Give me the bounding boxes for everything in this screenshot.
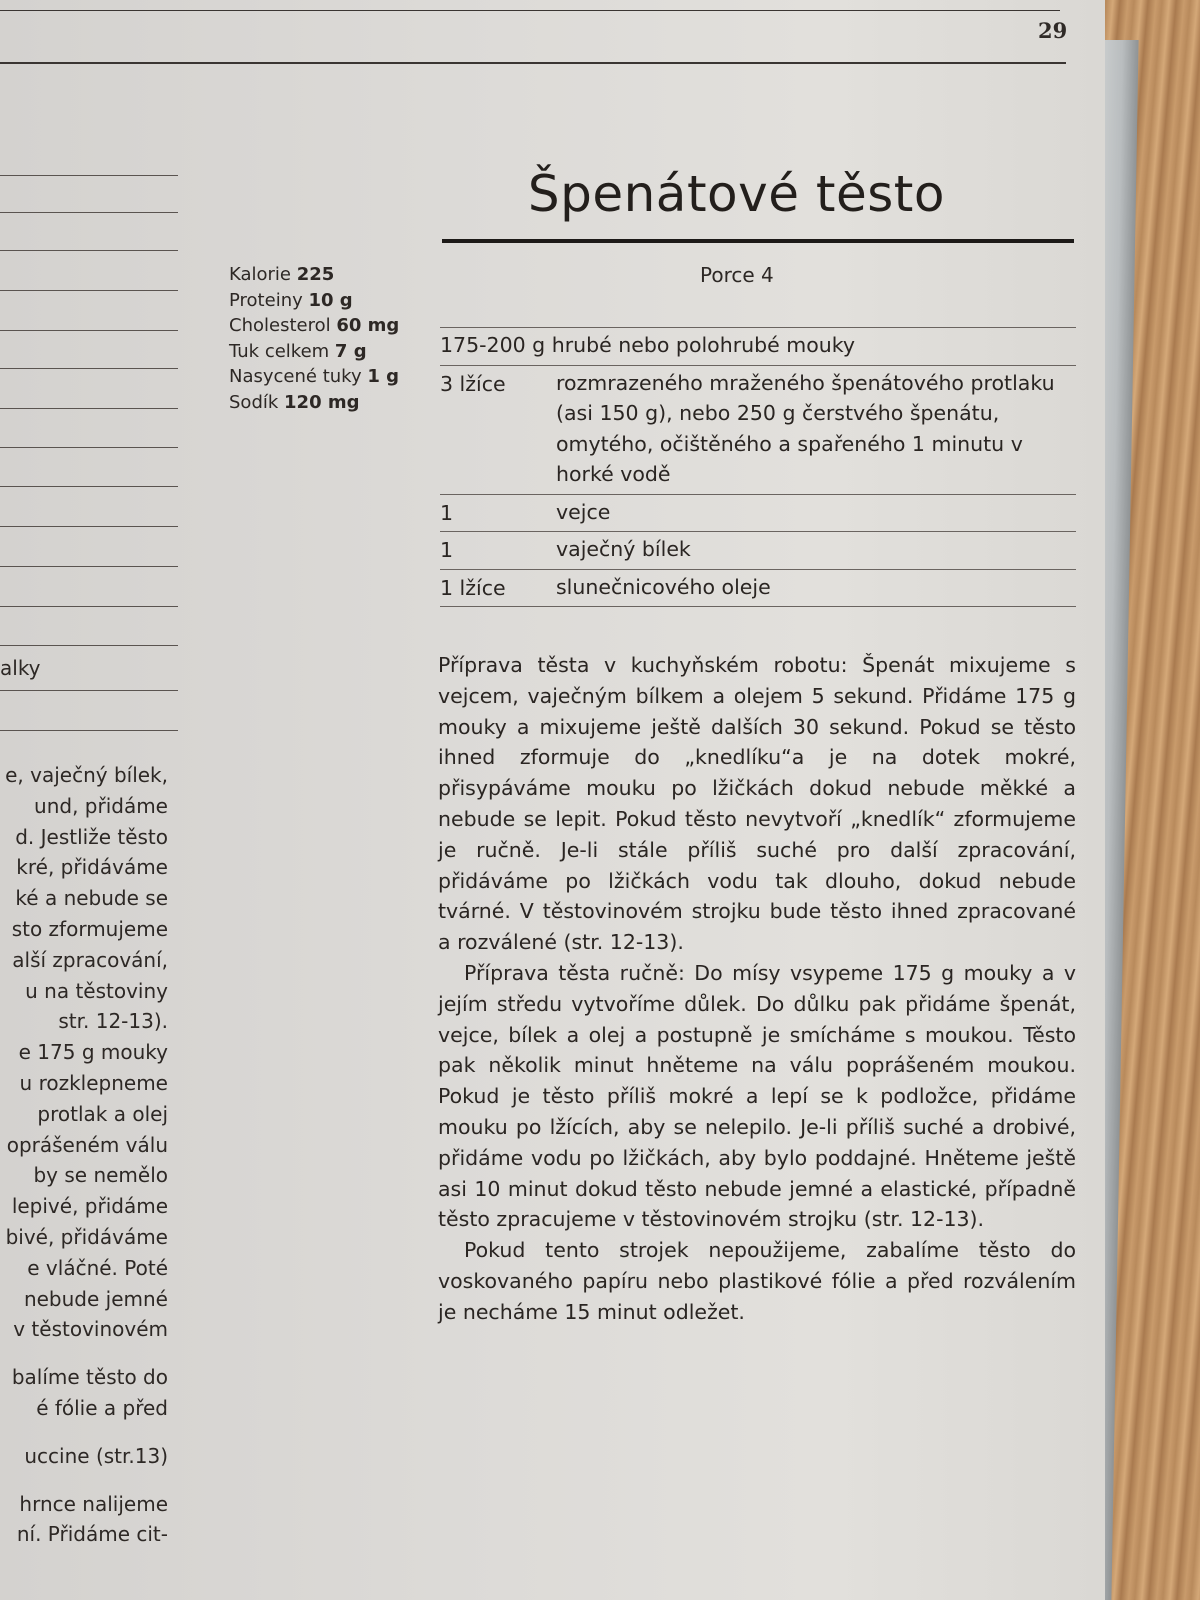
left-text-line: ké a nebude se xyxy=(15,886,168,911)
ingredient-desc: slunečnicového oleje xyxy=(556,574,771,599)
nutrition-label: Nasycené tuky xyxy=(229,366,362,388)
left-text-line: sto zformujeme xyxy=(11,916,168,941)
ingredient-full: 175-200 g hrubé nebo polohrubé mouky xyxy=(440,333,856,357)
left-text-gap xyxy=(0,1424,168,1441)
nutrition-row xyxy=(229,313,399,339)
left-text-line: protlak a olej xyxy=(37,1101,168,1126)
nutrition-label: Tuk celkem xyxy=(229,340,330,362)
note-line xyxy=(0,408,178,409)
page-number: 29 xyxy=(1038,18,1068,43)
nutrition-label: Cholesterol xyxy=(229,315,331,337)
ingredient-row xyxy=(440,494,1076,532)
method-paragraph: Příprava těsta ručně: Do mísy vsypeme 175 g mouky a v jejím středu vytvoříme důlek. Do důlku pak přidáme špenát, vejce, bílek a olej a postupně je smícháme s moukou. Těsto pak několik minut hněteme na válu poprášeném moukou. Pokud je těsto příliš mokré a lepí se k podložce, přidáme mouku po lžících, aby se nelepilo. Je-li příliš suché a drobivé, přidáme vodu po lžičkách, aby bylo poddajné. Hněteme ještě asi 10 minut dokud těsto nebude jemné a elastické, případně těsto zpracujeme v těstovinovém strojku (str. 12-13). xyxy=(438,960,1076,1232)
note-line xyxy=(0,330,178,331)
note-line xyxy=(0,606,178,607)
left-text-line: oprášeném válu xyxy=(6,1132,168,1157)
note-line xyxy=(0,290,178,291)
nutrition-value: 7 g xyxy=(334,340,367,362)
note-line xyxy=(0,250,178,251)
nutrition-value: 225 xyxy=(296,264,335,285)
ingredient-desc: vejce xyxy=(556,499,611,524)
nutrition-row xyxy=(229,262,399,288)
ingredient-qty: 1 xyxy=(440,500,454,525)
left-text-line: lepivé, přidáme xyxy=(11,1194,168,1219)
ingredient-row xyxy=(440,531,1076,569)
top-rule-upper xyxy=(0,10,1060,11)
title-underline xyxy=(442,239,1074,243)
ingredient-qty: 1 xyxy=(440,538,454,562)
left-text-gap xyxy=(0,1472,168,1489)
ingredient-row xyxy=(440,327,1076,365)
note-line xyxy=(0,566,178,567)
servings: Porce 4 xyxy=(700,263,774,287)
method-text xyxy=(438,650,1076,1328)
ingredient-qty: 3 lžíce xyxy=(440,371,506,396)
left-text-line: str. 12-13). xyxy=(58,1009,168,1034)
left-text-line: bivé, přidáváme xyxy=(5,1224,168,1249)
left-text-line: é fólie a před xyxy=(36,1395,168,1420)
nutrition-value: 60 mg xyxy=(336,315,400,337)
nutrition-label: Sodík xyxy=(229,391,279,413)
left-text-line: alší zpracování, xyxy=(12,947,168,972)
note-line xyxy=(0,447,178,448)
left-text-line: e, vaječný bílek, xyxy=(5,763,168,787)
left-text-line: v těstovinovém xyxy=(13,1317,168,1342)
note-line xyxy=(0,526,178,527)
ingredient-qty: 1 lžíce xyxy=(440,575,506,600)
left-text-line: balíme těsto do xyxy=(11,1365,168,1390)
note-line xyxy=(0,690,178,691)
ingredient-row xyxy=(440,365,1076,494)
left-text-line: und, přidáme xyxy=(34,793,168,818)
nutrition-value: 10 g xyxy=(308,289,353,311)
left-text-line: d. Jestliže těsto xyxy=(15,824,168,849)
left-text-line: e vláčné. Poté xyxy=(27,1255,168,1280)
note-line xyxy=(0,730,178,731)
left-text-line: u na těstoviny xyxy=(25,978,168,1003)
left-text-line: kré, přidáváme xyxy=(16,855,168,880)
nutrition-label: Kalorie xyxy=(229,264,292,285)
recipe-title: Špenátové těsto xyxy=(527,165,945,223)
left-text-line: e 175 g mouky xyxy=(18,1040,168,1065)
nutrition-facts xyxy=(229,262,399,416)
ingredient-desc: vaječný bílek xyxy=(556,537,691,561)
nutrition-row xyxy=(229,364,399,390)
note-line xyxy=(0,645,178,646)
left-text-line: uccine (str.13) xyxy=(24,1443,168,1468)
ingredients-table xyxy=(440,327,1076,607)
left-text-line: nebude jemné xyxy=(23,1286,168,1311)
nutrition-value: 1 g xyxy=(367,366,400,388)
left-text-line: u rozklepneme xyxy=(19,1070,168,1095)
left-column-text xyxy=(0,760,168,1550)
method-paragraph: Pokud tento strojek nepoužijeme, zabalíme těsto do voskovaného papíru nebo plastikové fólie a před rozválením je necháme 15 minut odležet. xyxy=(438,1238,1076,1324)
ingredient-desc: rozmrazeného mraženého špenátového protlaku (asi 150 g), nebo 250 g čerstvého špenátu, omytého, očištěného a spařeného 1 minutu v horké vodě xyxy=(556,370,1055,486)
left-text-line: by se nemělo xyxy=(33,1163,168,1188)
note-line xyxy=(0,175,178,176)
nutrition-row xyxy=(229,390,399,416)
nutrition-row xyxy=(229,288,399,314)
left-text-gap xyxy=(0,1345,168,1362)
ingredient-row xyxy=(440,569,1076,608)
left-text-line: ní. Přidáme cit- xyxy=(16,1522,168,1547)
note-line xyxy=(0,368,178,369)
note-line xyxy=(0,486,178,487)
top-rule-lower xyxy=(0,62,1066,64)
nutrition-row xyxy=(229,339,399,365)
nutrition-value: 120 mg xyxy=(284,391,360,413)
left-fragment-alky: alky xyxy=(0,656,41,680)
method-paragraph: Příprava těsta v kuchyňském robotu: Špenát mixujeme s vejcem, vaječným bílkem a olejem 5 sekund. Přidáme 175 g mouky a mixujeme ještě dalších 30 sekund. Pokud se těsto ihned zformuje do „knedlíku“a je na dotek mokré, přisypáváme mouku po lžičkách dokud nebude měkké a nebude se lepit. Pokud těsto nevytvoří „knedlík“ zformujeme je ručně. Je-li stále příliš suché pro další zpracování, přidáváme po lžičkách vodu tak dlouho, dokud nebude tvárné. V těstovinovém strojku bude těsto ihned zpracované a rozválené (str. 12-13). xyxy=(438,653,1076,955)
note-line xyxy=(0,212,178,213)
nutrition-label: Proteiny xyxy=(229,289,303,311)
left-text-line: hrnce nalijeme xyxy=(19,1491,168,1516)
